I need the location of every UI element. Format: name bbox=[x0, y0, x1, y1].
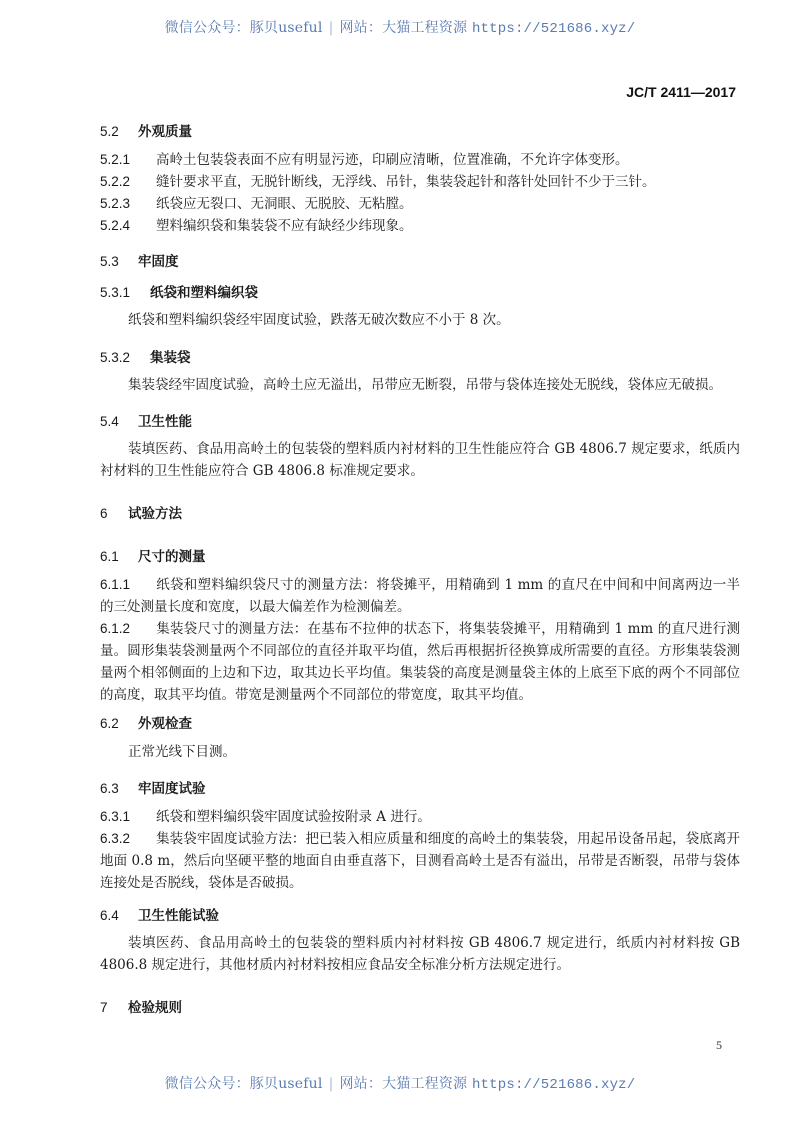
paragraph-6-4: 装填医药、食品用高岭土的包装袋的塑料质内衬材料按 GB 4806.7 规定进行，纸质内衬材料按 GB 4806.8 规定进行，其他材质内衬材料按相应食品安全标准分析方法规定进行。 bbox=[100, 935, 740, 973]
watermark-separator: | bbox=[328, 1076, 334, 1092]
clause-6-3-2: 6.3.2 集装袋牢固度试验方法：把已装入相应质量和细度的高岭土的集装袋，用起吊设备吊起，袋底离开地面 0.8 m，然后向坚硬平整的地面自由垂直落下，目测看高岭土是否有溢出，吊带是否断裂，吊带与袋体连接处是否脱线，袋体是否破损。 bbox=[100, 831, 740, 891]
heading-5-4: 5.4 卫生性能 bbox=[100, 414, 192, 430]
clause-6-1-1: 6.1.1 纸袋和塑料编织袋尺寸的测量方法：将袋摊平，用精确到 1 mm 的直尺在中间和中间离两边一半的三处测量长度和宽度，以最大偏差作为检测偏差。 bbox=[100, 577, 740, 615]
heading-7: 7 检验规则 bbox=[100, 1000, 182, 1016]
watermark-site-label: 网站：大猫工程资源 bbox=[339, 1076, 468, 1092]
heading-6-4: 6.4 卫生性能试验 bbox=[100, 908, 219, 924]
watermark-top bbox=[0, 17, 800, 37]
heading-5-3-1: 5.3.1 纸袋和塑料编织袋 bbox=[100, 285, 258, 301]
watermark-wechat: 微信公众号：豚贝useful bbox=[164, 20, 323, 36]
paragraph-6-2: 正常光线下目测。 bbox=[128, 744, 236, 760]
standard-code: JC/T 2411—2017 bbox=[626, 84, 736, 100]
heading-6-1: 6.1 尺寸的测量 bbox=[100, 549, 206, 565]
clause-6-3-1: 6.3.1 纸袋和塑料编织袋牢固度试验按附录 A 进行。 bbox=[100, 809, 431, 825]
heading-5-3: 5.3 牢固度 bbox=[100, 254, 179, 270]
watermark-wechat: 微信公众号：豚贝useful bbox=[164, 1076, 323, 1092]
clause-5-2-2: 5.2.2 缝针要求平直，无脱针断线，无浮线、吊针，集装袋起针和落针处回针不少于三针。 bbox=[100, 174, 656, 190]
heading-6-3: 6.3 牢固度试验 bbox=[100, 781, 206, 797]
watermark-url[interactable]: https://521686.xyz/ bbox=[471, 21, 636, 37]
watermark-bottom bbox=[0, 1073, 800, 1093]
watermark-separator: | bbox=[328, 20, 334, 36]
paragraph-5-3-1: 纸袋和塑料编织袋经牢固度试验，跌落无破次数应不小于 8 次。 bbox=[128, 312, 510, 328]
heading-6-2: 6.2 外观检查 bbox=[100, 716, 192, 732]
clause-6-1-2: 6.1.2 集装袋尺寸的测量方法：在基布不拉伸的状态下，将集装袋摊平，用精确到 1 mm 的直尺进行测量。圆形集装袋测量两个不同部位的直径并取平均值，然后再根据折径换算成所需要的直径。方形集装袋测量两个相邻侧面的上边和下边，取其边长平均值。集装袋的高度是测量袋主体的上底至下底的两个不同部位的高度，取其平均值。带宽是测量两个不同部位的带宽度，取其平均值。 bbox=[100, 621, 740, 703]
watermark-url[interactable]: https://521686.xyz/ bbox=[471, 1077, 636, 1093]
page-number: 5 bbox=[716, 1038, 722, 1052]
heading-6: 6 试验方法 bbox=[100, 506, 182, 522]
clause-5-2-1: 5.2.1 高岭土包装袋表面不应有明显污迹，印刷应清晰，位置准确，不允许字体变形。 bbox=[100, 152, 629, 168]
paragraph-5-3-2: 集装袋经牢固度试验，高岭土应无溢出，吊带应无断裂，吊带与袋体连接处无脱线，袋体应无破损。 bbox=[128, 377, 722, 393]
clause-5-2-4: 5.2.4 塑料编织袋和集装袋不应有缺经少纬现象。 bbox=[100, 218, 413, 234]
clause-5-2-3: 5.2.3 纸袋应无裂口、无洞眼、无脱胶、无粘膛。 bbox=[100, 196, 413, 212]
watermark-site-label: 网站：大猫工程资源 bbox=[339, 20, 468, 36]
heading-5-3-2: 5.3.2 集装袋 bbox=[100, 350, 191, 366]
paragraph-5-4: 装填医药、食品用高岭土的包装袋的塑料质内衬材料的卫生性能应符合 GB 4806.7 规定要求，纸质内衬材料的卫生性能应符合 GB 4806.8 标准规定要求。 bbox=[100, 441, 740, 479]
heading-5-2: 5.2 外观质量 bbox=[100, 124, 192, 140]
